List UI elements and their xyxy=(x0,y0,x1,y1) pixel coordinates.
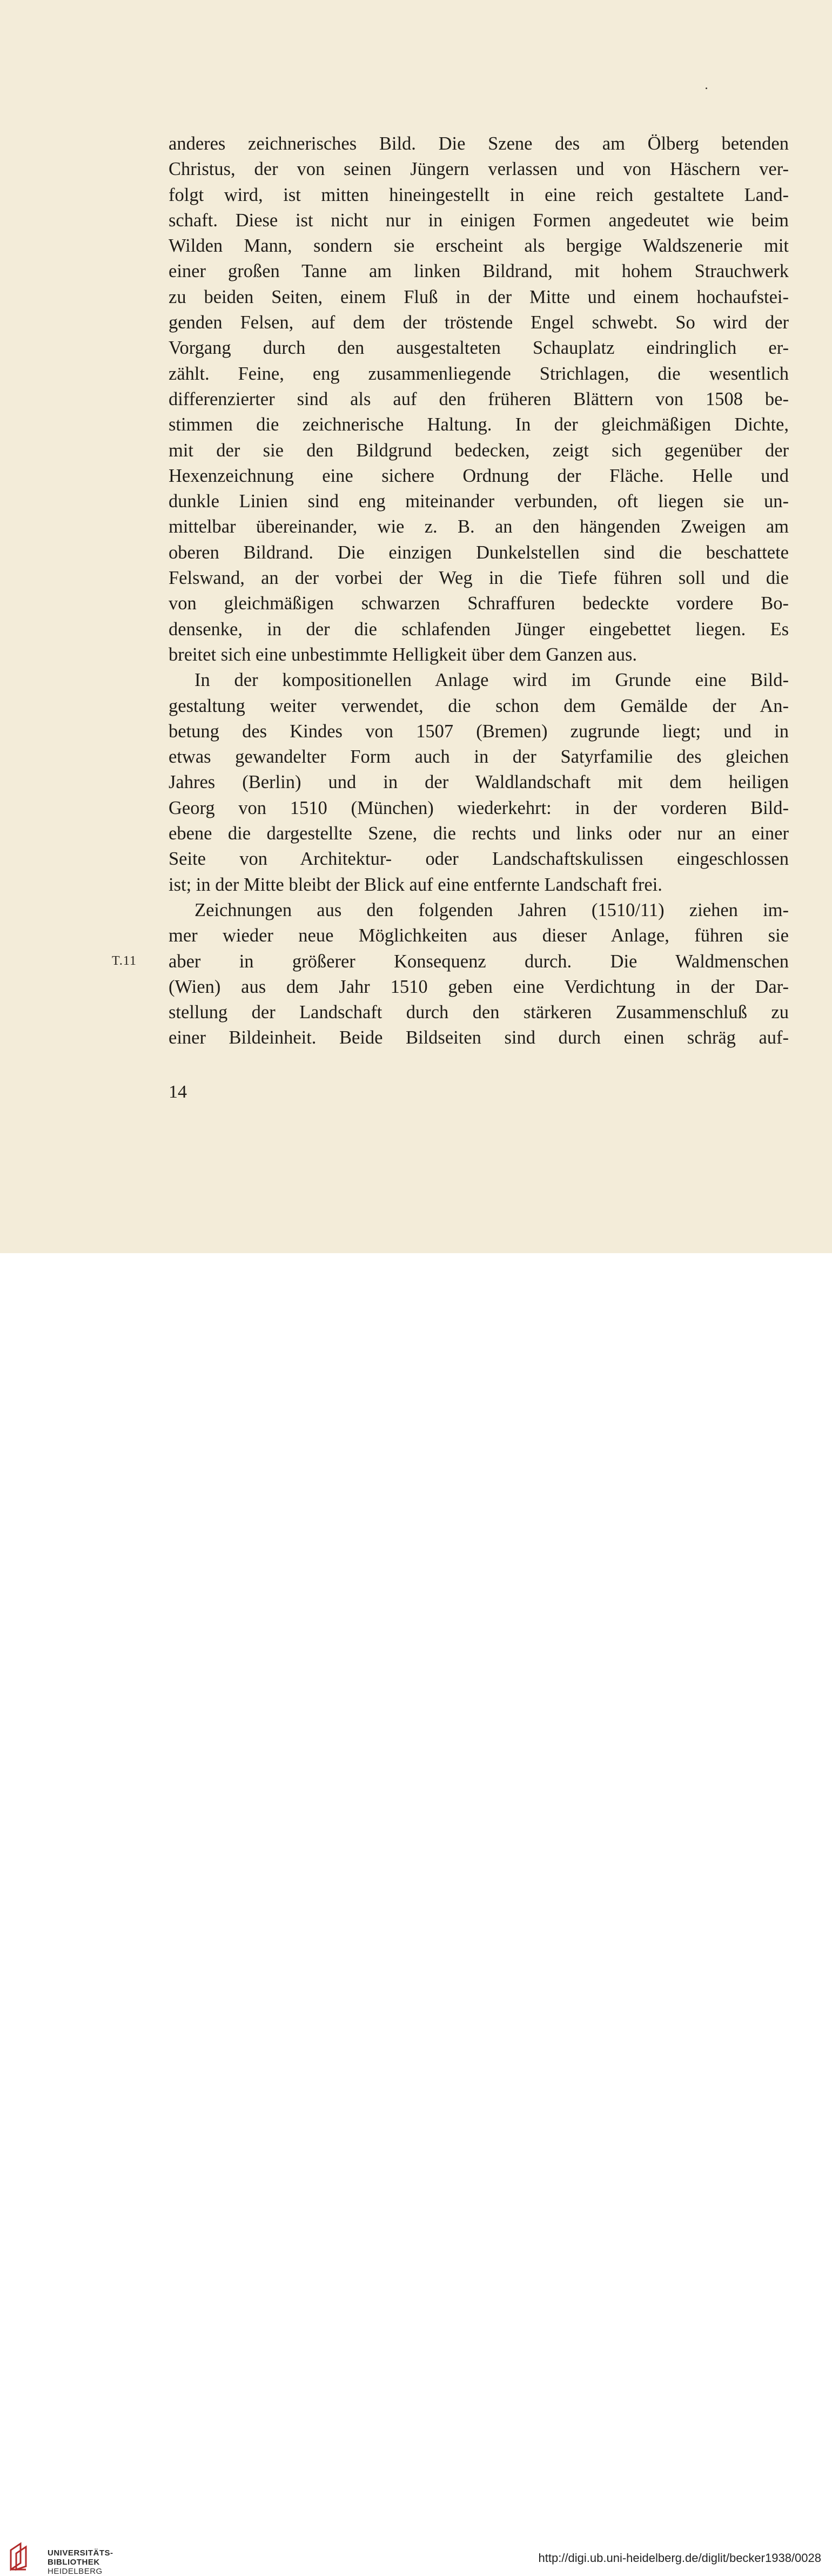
text-line: dunkle Linien sind eng miteinander verbunden, oft liegen sie un- xyxy=(169,491,789,512)
text-line: einer großen Tanne am linken Bildrand, mit hohem Strauchwerk xyxy=(169,261,789,282)
text-line: Wilden Mann, sondern sie erscheint als bergige Waldszenerie mit xyxy=(169,236,789,257)
text-line: etwas gewandelter Form auch in der Satyrfamilie des gleichen xyxy=(169,746,789,768)
text-line: ebene die dargestellte Szene, die rechts und links oder nur an einer xyxy=(169,823,789,844)
text-line: Felswand, an der vorbei der Weg in die Tiefe führen soll und die xyxy=(169,568,789,589)
text-line: stimmen die zeichnerische Haltung. In der gleichmäßigen Dichte, xyxy=(169,414,789,435)
text-line: Jahres (Berlin) und in der Waldlandschaft mit dem heiligen xyxy=(169,772,789,793)
text-line: Vorgang durch den ausgestalteten Schauplatz eindringlich er- xyxy=(169,338,789,359)
text-line: schaft. Diese ist nicht nur in einigen Formen angedeutet wie beim xyxy=(169,210,789,231)
text-line: anderes zeichnerisches Bild. Die Szene des am Ölberg betenden xyxy=(169,133,789,154)
text-line: einer Bildeinheit. Beide Bildseiten sind durch einen schräg auf- xyxy=(169,1027,789,1048)
body-text xyxy=(169,131,789,1051)
scanned-page xyxy=(0,0,832,1253)
text-line: aber in größerer Konsequenz durch. Die Waldmenschen xyxy=(169,951,789,972)
text-line: densenke, in der die schlafenden Jünger eingebettet liegen. Es xyxy=(169,618,789,640)
library-line-1: UNIVERSITÄTS- xyxy=(48,2548,113,2558)
text-line: Christus, der von seinen Jüngern verlassen und von Häschern ver- xyxy=(169,159,789,180)
text-line: betung des Kindes von 1507 (Bremen) zugrunde liegt; und in xyxy=(169,721,789,742)
text-line: mer wieder neue Möglichkeiten aus dieser Anlage, führen sie xyxy=(169,925,789,946)
text-line: oberen Bildrand. Die einzigen Dunkelstellen sind die beschattete xyxy=(169,542,789,563)
text-line: Seite von Architektur- oder Landschaftskulissen eingeschlossen xyxy=(169,849,789,870)
text-line: stellung der Landschaft durch den stärkeren Zusammenschluß zu xyxy=(169,1002,789,1023)
text-line: mit der sie den Bildgrund bedecken, zeigt sich gegenüber der xyxy=(169,440,789,461)
text-line: Hexenzeichnung eine sichere Ordnung der Fläche. Helle und xyxy=(169,465,789,486)
text-line: In der kompositionellen Anlage wird im Grunde eine Bild- xyxy=(194,670,789,691)
paper-speck xyxy=(706,88,707,89)
text-line: differenzierter sind als auf den früheren Blättern von 1508 be- xyxy=(169,388,789,409)
footer xyxy=(0,1253,832,2576)
text-line: (Wien) aus dem Jahr 1510 geben eine Verdichtung in der Dar- xyxy=(169,976,789,997)
library-name xyxy=(48,2548,113,2576)
text-line: gestaltung weiter verwendet, die schon dem Gemälde der An- xyxy=(169,695,789,716)
text-line: folgt wird, ist mitten hineingestellt in eine reich gestaltete Land- xyxy=(169,184,789,205)
library-logo-icon xyxy=(9,2541,39,2572)
text-line: genden Felsen, auf dem der tröstende Engel schwebt. So wird der xyxy=(169,312,789,333)
text-line: von gleichmäßigen schwarzen Schraffuren bedeckte vordere Bo- xyxy=(169,593,789,614)
library-line-2: BIBLIOTHEK xyxy=(48,2558,100,2567)
library-line-3: HEIDELBERG xyxy=(48,2567,103,2576)
source-url-link[interactable]: http://digi.ub.uni-heidelberg.de/diglit/becker1938/0028 xyxy=(538,2551,821,2565)
page-number: 14 xyxy=(169,1082,187,1102)
text-line: zählt. Feine, eng zusammenliegende Strichlagen, die wesentlich xyxy=(169,363,789,384)
text-line: ist; in der Mitte bleibt der Blick auf eine entfernte Landschaft frei. xyxy=(169,874,662,895)
plate-reference: T.11 xyxy=(112,954,137,968)
text-line: Zeichnungen aus den folgenden Jahren (1510/11) ziehen im- xyxy=(194,899,789,920)
text-line: mittelbar übereinander, wie z. B. an den hängenden Zweigen am xyxy=(169,516,789,537)
text-line: Georg von 1510 (München) wiederkehrt: in der vorderen Bild- xyxy=(169,797,789,818)
text-line: breitet sich eine unbestimmte Helligkeit über dem Ganzen aus. xyxy=(169,644,638,665)
text-line: zu beiden Seiten, einem Fluß in der Mitte und einem hochaufstei- xyxy=(169,286,789,307)
